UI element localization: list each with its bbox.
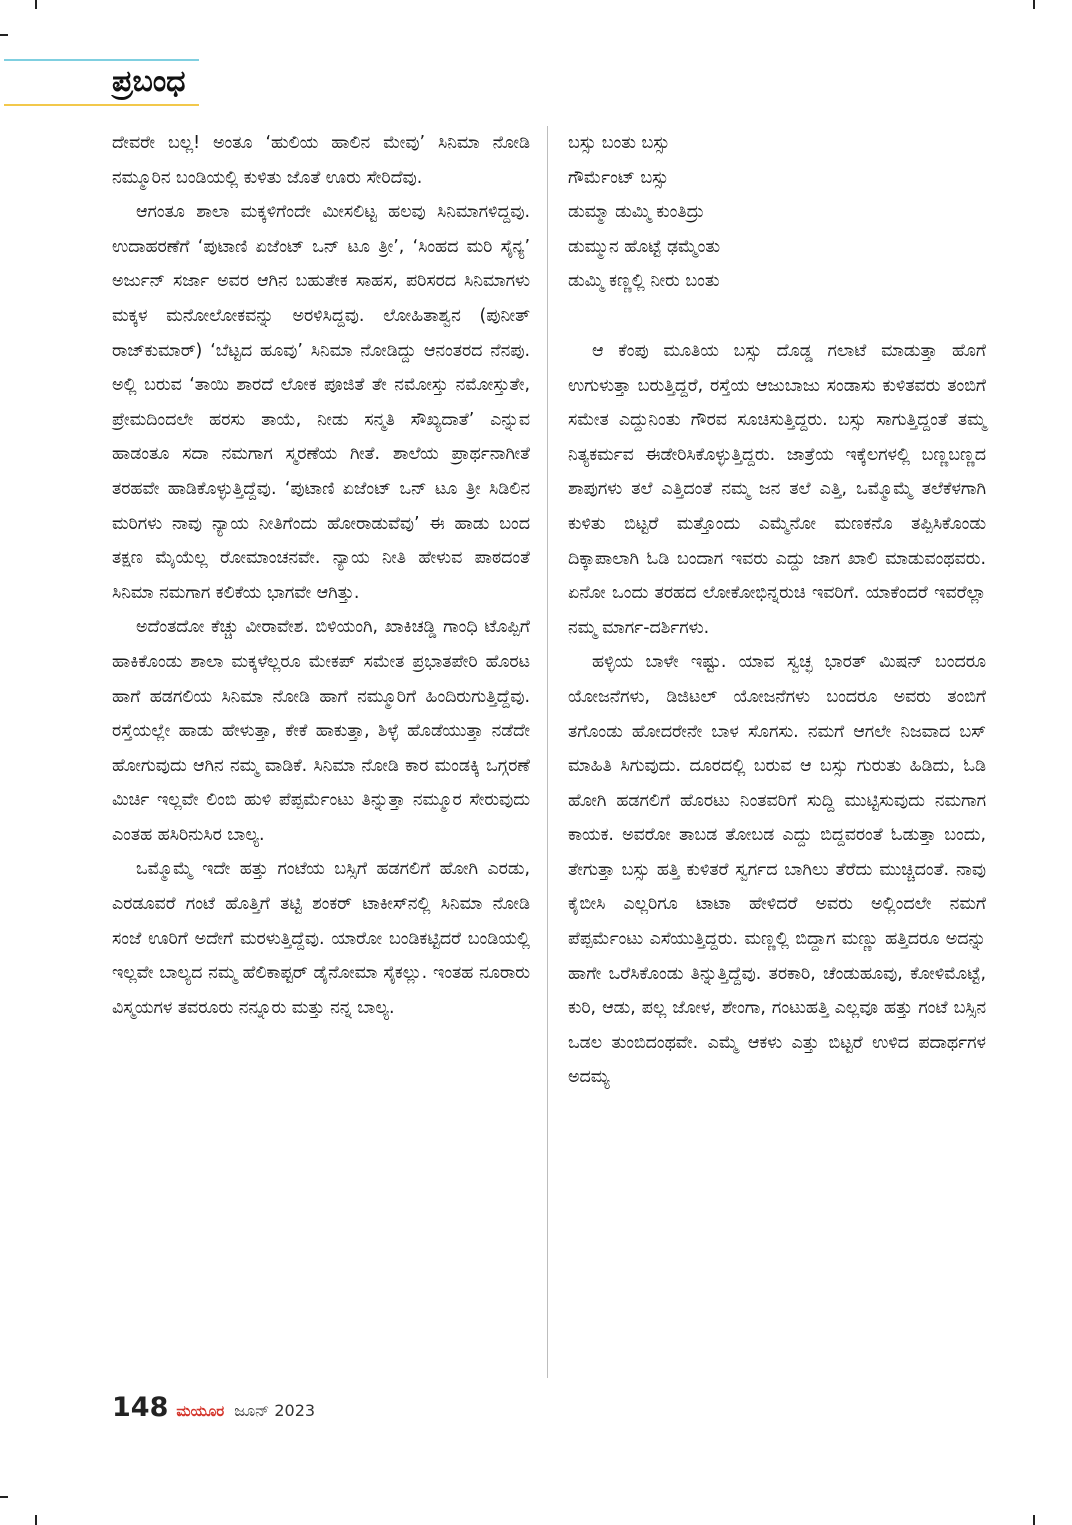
crop-mark xyxy=(1033,0,1035,9)
paragraph: ಒಮ್ಮೊಮ್ಮೆ ಇದೇ ಹತ್ತು ಗಂಟೆಯ ಬಸ್ಸಿಗೆ ಹಡಗಲಿಗೆ ಹೋಗಿ ಎರಡು, ಎರಡೂವರೆ ಗಂಟೆ ಹೊತ್ತಿಗೆ ತಟ್ಟಿ ಶಂಕರ್ ಟಾಕೀಸ್‌ನಲ್ಲಿ ಸಿನಿಮಾ ನೋಡಿ ಸಂಜೆ ಊರಿಗೆ ಅದೇಗೆ ಮರಳುತ್ತಿದ್ದೆವು. ಯಾರೋ ಬಂಡಿಕಟ್ಟಿದರೆ ಬಂಡಿಯಲ್ಲಿ ಇಲ್ಲವೇ ಬಾಲ್ಯದ ನಮ್ಮ ಹೆಲಿಕಾಪ್ಟರ್ ಡೈನೋಮಾ ಸೈಕಲ್ಲು. ಇಂತಹ ನೂರಾರು ವಿಸ್ಮಯಗಳ ತವರೂರು ನನ್ನೂರು ಮತ್ತು ನನ್ನ ಬಾಲ್ಯ. xyxy=(112,859,530,1018)
right-column xyxy=(568,126,986,1095)
poem-line: ಗೌರ್ಮೆಂಟ್ ಬಸ್ಸು xyxy=(568,167,669,188)
crop-mark xyxy=(1033,1515,1035,1525)
crop-mark xyxy=(0,34,8,36)
crop-mark xyxy=(35,0,37,9)
paragraph: ಆಗಂತೂ ಶಾಲಾ ಮಕ್ಕಳಿಗೆಂದೇ ಮೀಸಲಿಟ್ಟ ಹಲವು ಸಿನಿಮಾಗಳಿದ್ದವು. ಉದಾಹರಣೆಗೆ ‘ಪುಟಾಣಿ ಏಜೆಂಟ್ ಒನ್ ಟೂ ತ್ರೀ’, ‘ಸಿಂಹದ ಮರಿ ಸೈನ್ಯ’ ಅರ್ಜುನ್ ಸರ್ಜಾ ಅವರ ಆಗಿನ ಬಹುತೇಕ ಸಾಹಸ, ಪರಿಸರದ ಸಿನಿಮಾಗಳು ಮಕ್ಕಳ ಮನೋಲೋಕವನ್ನು ಅರಳಿಸಿದ್ದವು. ಲೋಹಿತಾಶ್ವನ (ಪುನೀತ್ ರಾಜ್‌ಕುಮಾರ್) ‘ಬೆಟ್ಟದ ಹೂವು’ ಸಿನಿಮಾ ನೋಡಿದ್ದು ಆನಂತರದ ನೆನಪು. ಅಲ್ಲಿ ಬರುವ ‘ತಾಯಿ ಶಾರದೆ ಲೋಕ ಪೂಜಿತೆ ತೇ ನಮೋಸ್ತು ನಮೋಸ್ತುತೇ, ಪ್ರೇಮದಿಂದಲೇ ಹರಸು ತಾಯೆ, ನೀಡು ಸನ್ಮತಿ ಸೌಖ್ಯದಾತೆ’ ಎನ್ನುವ ಹಾಡಂತೂ ಸದಾ ನಮಗಾಗ ಸ್ಮರಣೆಯ ಗೀತೆ. ಶಾಲೆಯ ಪ್ರಾರ್ಥನಾಗೀತೆ ತರಹವೇ ಹಾಡಿಕೊಳ್ಳುತ್ತಿದ್ದೆವು. ‘ಪುಟಾಣಿ ಏಜೆಂಟ್ ಒನ್ ಟೂ ತ್ರೀ ಸಿಡಿಲಿನ ಮರಿಗಳು ನಾವು ನ್ಯಾಯ ನೀತಿಗೆಂದು ಹೋರಾಡುವೆವು’ ಈ ಹಾಡು ಬಂದ ತಕ್ಷಣ ಮೈಯೆಲ್ಲ ರೋಮಾಂಚನವೇ. ನ್ಯಾಯ ನೀತಿ ಹೇಳುವ ಪಾಠದಂತೆ ಸಿನಿಮಾ ನಮಗಾಗ ಕಲಿಕೆಯ ಭಾಗವೇ ಆಗಿತ್ತು. xyxy=(112,202,530,603)
section-rule-top xyxy=(4,59,199,61)
poem-line: ಡುಮ್ಮಾ ಡುಮ್ಮಿ ಕುಂತಿದ್ರು xyxy=(568,202,705,223)
paragraph: ಆ ಕೆಂಪು ಮೂತಿಯ ಬಸ್ಸು ದೊಡ್ಡ ಗಲಾಟೆ ಮಾಡುತ್ತಾ ಹೊಗೆ ಉಗುಳುತ್ತಾ ಬರುತ್ತಿದ್ದರೆ, ರಸ್ತೆಯ ಆಜುಬಾಜು ಸಂಡಾಸು ಕುಳಿತವರು ತಂಬಿಗೆ ಸಮೇತ ಎದ್ದುನಿಂತು ಗೌರವ ಸೂಚಿಸುತ್ತಿದ್ದರು. ಬಸ್ಸು ಸಾಗುತ್ತಿದ್ದಂತೆ ತಮ್ಮ ನಿತ್ಯಕರ್ಮವ ಈಡೇರಿಸಿಕೊಳ್ಳುತ್ತಿದ್ದರು. ಜಾತ್ರೆಯ ಇಕ್ಕೆಲಗಳಲ್ಲಿ ಬಣ್ಣಬಣ್ಣದ ಶಾಪುಗಳು ತಲೆ ಎತ್ತಿದಂತೆ ನಮ್ಮ ಜನ ತಲೆ ಎತ್ತಿ, ಒಮ್ಮೊಮ್ಮೆ ತಲೆಕೆಳಗಾಗಿ ಕುಳಿತು ಬಿಟ್ಟರೆ ಮತ್ತೊಂದು ಎಮ್ಮೆನೋ ಮಣಕನೊ ತಪ್ಪಿಸಿಕೊಂಡು ದಿಕ್ಕಾಪಾಲಾಗಿ ಓಡಿ ಬಂದಾಗ ಇವರು ಎದ್ದು ಜಾಗ ಖಾಲಿ ಮಾಡುವಂಥವರು. ಏನೋ ಒಂದು ತರಹದ ಲೋಕೋಭಿನ್ನರುಚಿ ಇವರಿಗೆ. ಯಾಕೆಂದರೆ ಇವರೆಲ್ಲಾ ನಮ್ಮ ಮಾರ್ಗ-ದರ್ಶಿಗಳು. xyxy=(568,340,986,638)
poem-line: ಡುಮ್ಮಿ ಕಣ್ಣಲ್ಲಿ ನೀರು ಬಂತು xyxy=(568,271,720,292)
poem-line: ಬಸ್ಸು ಬಂತು ಬಸ್ಸು xyxy=(568,133,670,153)
section-rule-bottom xyxy=(4,104,199,106)
crop-mark xyxy=(35,1515,37,1525)
paragraph: ದೇವರೇ ಬಲ್ಲ! ಅಂತೂ ‘ಹುಲಿಯ ಹಾಲಿನ ಮೇವು’ ಸಿನಿಮಾ ನೋಡಿ ನಮ್ಮೂರಿನ ಬಂಡಿಯಲ್ಲಿ ಕುಳಿತು ಜೊತೆ ಊರು ಸೇರಿದೆವು. xyxy=(112,133,530,188)
page-number: 148 xyxy=(112,1392,169,1423)
poem-line: ಡುಮ್ಮುನ ಹೊಟ್ಟೆ ಢಮ್ಮೆಂತು xyxy=(568,236,721,257)
issue-date: ಜೂನ್ 2023 xyxy=(234,1401,316,1420)
paragraph: ಹಳ್ಳಿಯ ಬಾಳೇ ಇಷ್ಟು. ಯಾವ ಸ್ವಚ್ಛ ಭಾರತ್ ಮಿಷನ್ ಬಂದರೂ ಯೋಜನೆಗಳು, ಡಿಜಿಟಲ್ ಯೋಜನೆಗಳು ಬಂದರೂ ಅವರು ತಂಬಿಗೆ ತಗೊಂಡು ಹೋದರೇನೇ ಬಾಳ ಸೊಗಸು. ನಮಗೆ ಆಗಲೇ ನಿಜವಾದ ಬಸ್ ಮಾಹಿತಿ ಸಿಗುವುದು. ದೂರದಲ್ಲಿ ಬರುವ ಆ ಬಸ್ಸು ಗುರುತು ಹಿಡಿದು, ಓಡಿ ಹೋಗಿ ಹಡಗಲಿಗೆ ಹೊರಟು ನಿಂತವರಿಗೆ ಸುದ್ದಿ ಮುಟ್ಟಿಸುವುದು ನಮಗಾಗ ಕಾಯಕ. ಅವರೋ ತಾಬಡ ತೋಬಡ ಎದ್ದು ಬಿದ್ದವರಂತೆ ಓಡುತ್ತಾ ಬಂದು, ತೇಗುತ್ತಾ ಬಸ್ಸು ಹತ್ತಿ ಕುಳಿತರೆ ಸ್ವರ್ಗದ ಬಾಗಿಲು ತೆರೆದು ಮುಚ್ಚಿದಂತೆ. ನಾವು ಕೈಬೀಸಿ ಎಲ್ಲರಿಗೂ ಟಾಟಾ ಹೇಳಿದರೆ ಅವರು ಅಲ್ಲಿಂದಲೇ ನಮಗೆ ಪೆಪ್ಪರ್ಮೆಂಟು ಎಸೆಯುತ್ತಿದ್ದರು. ಮಣ್ಣಲ್ಲಿ ಬಿದ್ದಾಗ ಮಣ್ಣು ಹತ್ತಿದರೂ ಅದನ್ನು ಹಾಗೇ ಒರೆಸಿಕೊಂಡು ತಿನ್ನುತ್ತಿದ್ದೆವು. ತರಕಾರಿ, ಚೆಂಡುಹೂವು, ಕೋಳಿಮೊಟ್ಟೆ, ಕುರಿ, ಆಡು, ಪಲ್ಲ ಜೋಳ, ಶೇಂಗಾ, ಗಂಟುಹತ್ತಿ ಎಲ್ಲವೂ ಹತ್ತು ಗಂಟೆ ಬಸ್ಸಿನ ಒಡಲ ತುಂಬಿದಂಥವೇ. ಎಮ್ಮೆ ಆಕಳು ಎತ್ತು ಬಿಟ್ಟರೆ ಉಳಿದ ಪದಾರ್ಥಗಳ ಅದಮ್ಯ xyxy=(568,652,986,1088)
crop-mark xyxy=(0,1496,8,1498)
magazine-logo: ಮಯೂರ xyxy=(176,1402,225,1420)
paragraph: ಅದೆಂತದೋ ಕೆಚ್ಚು ವೀರಾವೇಶ. ಬಿಳಿಯಂಗಿ, ಖಾಕಿಚಡ್ಡಿ ಗಾಂಧಿ ಟೊಪ್ಪಿಗೆ ಹಾಕಿಕೊಂಡು ಶಾಲಾ ಮಕ್ಕಳೆಲ್ಲರೂ ಮೇಕಪ್ ಸಮೇತ ಪ್ರಭಾತಪೇರಿ ಹೊರಟ ಹಾಗೆ ಹಡಗಲಿಯ ಸಿನಿಮಾ ನೋಡಿ ಹಾಗೆ ನಮ್ಮೂರಿಗೆ ಹಿಂದಿರುಗುತ್ತಿದ್ದೆವು. ರಸ್ತೆಯಲ್ಲೇ ಹಾಡು ಹೇಳುತ್ತಾ, ಕೇಕೆ ಹಾಕುತ್ತಾ, ಶಿಳ್ಳೆ ಹೊಡೆಯುತ್ತಾ ನಡೆದೇ ಹೋಗುವುದು ಆಗಿನ ನಮ್ಮ ವಾಡಿಕೆ. ಸಿನಿಮಾ ನೋಡಿ ಕಾರ ಮಂಡಕ್ಕಿ ಒಗ್ಗರಣೆ ಮಿರ್ಚಿ ಇಲ್ಲವೇ ಲಿಂಬಿ ಹುಳಿ ಪೆಪ್ಪರ್ಮೆಂಟು ತಿನ್ನುತ್ತಾ ನಮ್ಮೂರ ಸೇರುವುದು ಎಂತಹ ಹಸಿರಿನುಸಿರ ಬಾಲ್ಯ. xyxy=(112,617,530,845)
left-column xyxy=(112,126,530,1025)
poem xyxy=(568,126,986,299)
section-title: ಪ್ರಬಂಧ xyxy=(112,64,186,99)
column-divider xyxy=(547,126,548,1378)
page-footer xyxy=(112,1392,315,1428)
